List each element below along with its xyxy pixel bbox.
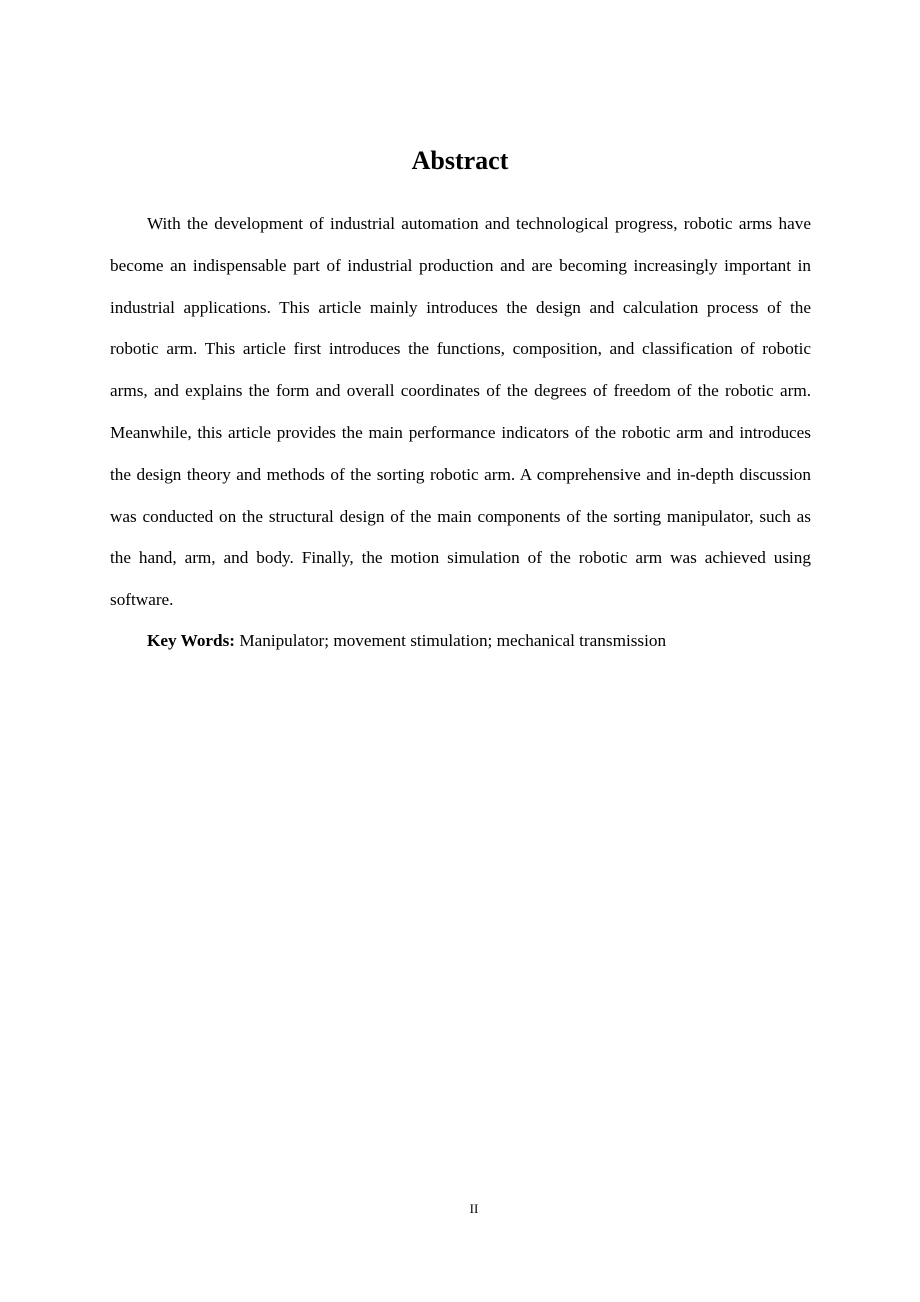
keywords-label: Key Words: bbox=[147, 631, 236, 650]
keywords-text: Manipulator; movement stimulation; mechanical transmission bbox=[239, 631, 667, 650]
page-number: II bbox=[469, 1201, 479, 1216]
keywords-line bbox=[147, 620, 811, 662]
abstract-paragraph: With the development of industrial automation and technological progress, robotic arms have become an indispensable part of industrial production and are becoming increasingly important in industrial applications. This article mainly introduces the design and calculation process of the robotic arm. This article first introduces the functions, composition, and classification of robotic arms, and explains the form and overall coordinates of the degrees of freedom of the robotic arm. Meanwhile, this article provides the main performance indicators of the robotic arm and introduces the design theory and methods of the sorting robotic arm. A comprehensive and in-depth discussion was conducted on the structural design of the main components of the sorting manipulator, such as the hand, arm, and body. Finally, the motion simulation of the robotic arm was achieved using software. bbox=[110, 214, 811, 610]
page-title: Abstract bbox=[411, 146, 509, 175]
